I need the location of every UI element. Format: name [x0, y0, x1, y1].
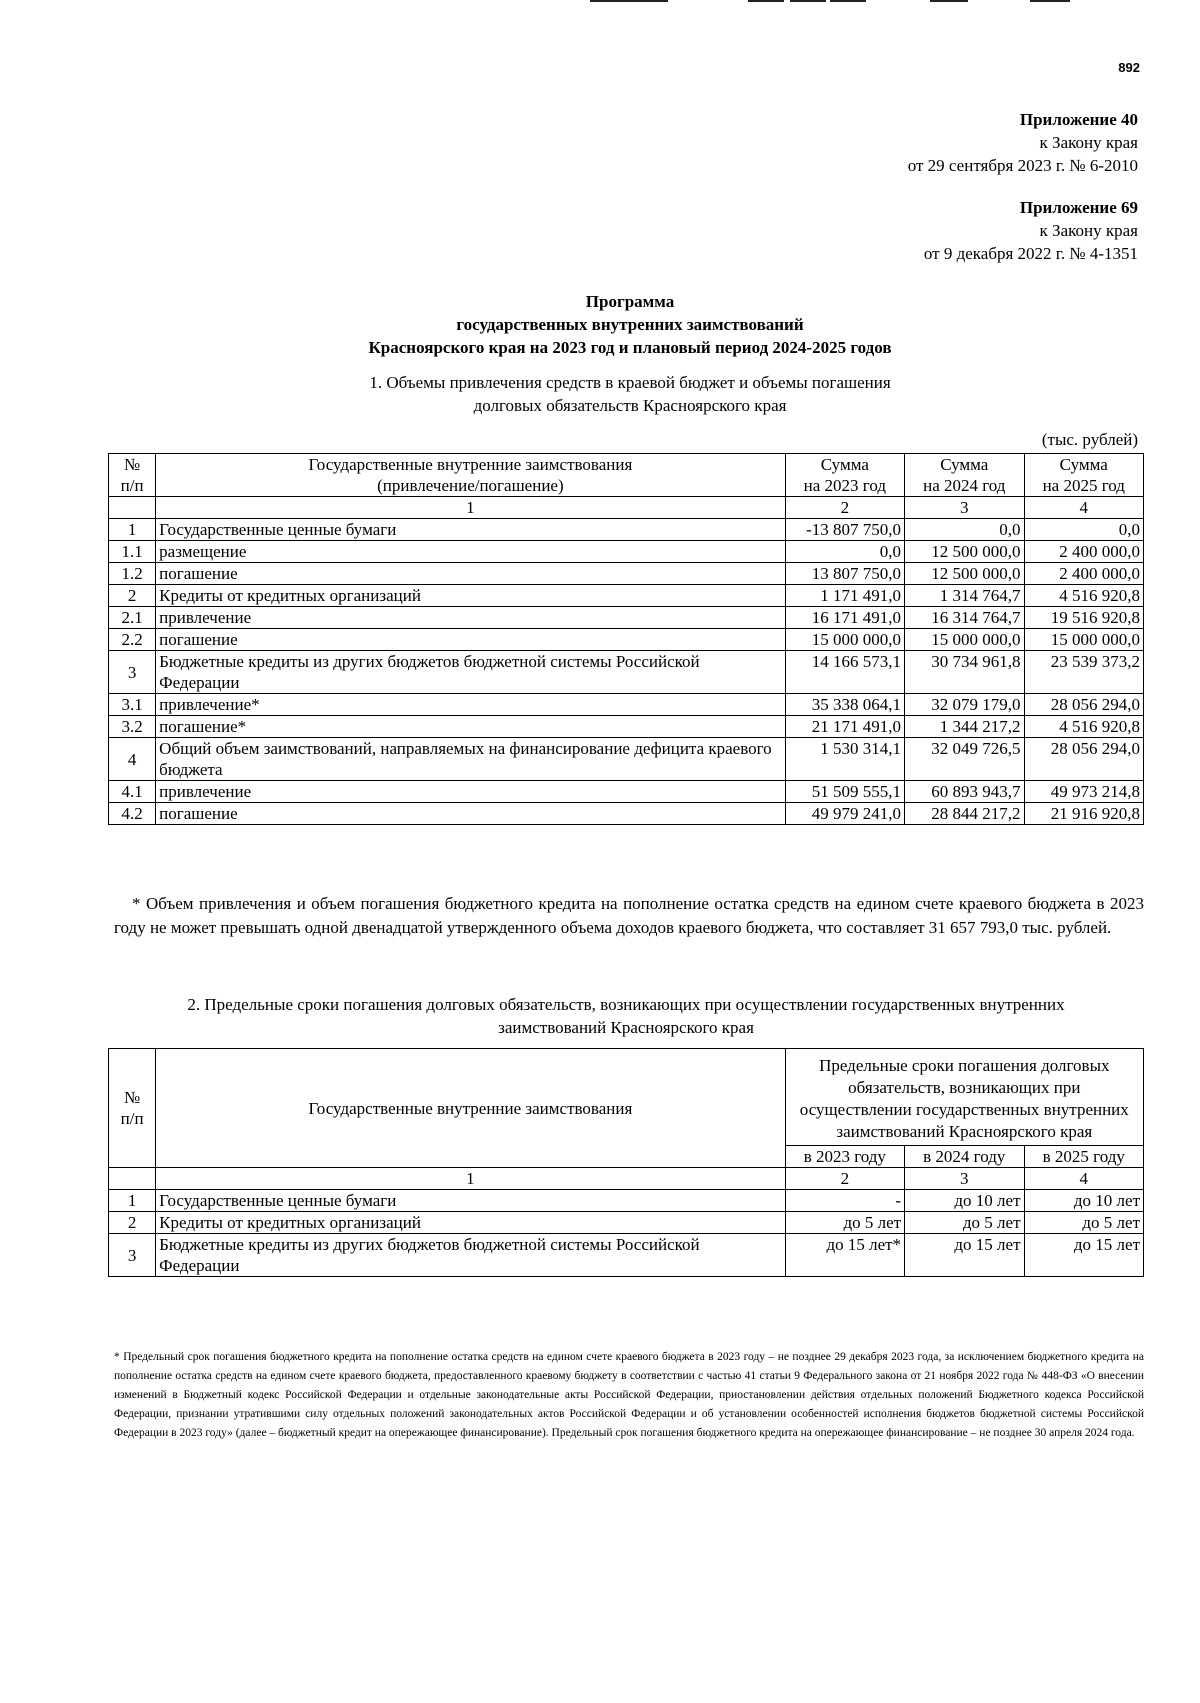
header-2024: в 2024 году: [905, 1146, 1024, 1168]
index-cell-empty: [109, 1168, 156, 1190]
row-name: погашение*: [156, 716, 785, 738]
table-row: [109, 738, 1144, 781]
row-value-2025: до 10 лет: [1024, 1190, 1144, 1212]
row-value-2023: -13 807 750,0: [785, 519, 904, 541]
appendix-block-2: [924, 196, 1138, 265]
section-1-heading-line-2: долговых обязательств Красноярского края: [473, 396, 787, 415]
index-cell: 2: [785, 1168, 904, 1190]
row-value-2023: 13 807 750,0: [785, 563, 904, 585]
appendix-2-line1: к Закону края: [1039, 221, 1138, 240]
header-2025-line1: Сумма: [1059, 455, 1108, 474]
appendix-1-line1: к Закону края: [1039, 133, 1138, 152]
index-cell: 3: [905, 1168, 1024, 1190]
row-name: привлечение: [156, 607, 785, 629]
row-num: 1.2: [109, 563, 156, 585]
repayment-terms-table: [108, 1048, 1144, 1277]
appendix-1-title: Приложение 40: [1019, 110, 1138, 129]
row-value-2024: 1 344 217,2: [905, 716, 1024, 738]
header-2023: в 2023 году: [785, 1146, 904, 1168]
row-value-2023: 21 171 491,0: [785, 716, 904, 738]
row-value-2025: 49 973 214,8: [1024, 781, 1144, 803]
row-name: Бюджетные кредиты из других бюджетов бюджетной системы Российской Федерации: [156, 651, 785, 694]
row-value-2025: 4 516 920,8: [1024, 585, 1144, 607]
row-num: 3.2: [109, 716, 156, 738]
appendix-2-line2: от 9 декабря 2022 г. № 4-1351: [923, 244, 1138, 263]
row-value-2024: 32 079 179,0: [905, 694, 1024, 716]
units-label: (тыс. рублей): [1041, 430, 1138, 449]
row-value-2024: 60 893 943,7: [905, 781, 1024, 803]
row-value-2025: 0,0: [1024, 519, 1144, 541]
row-value-2025: 19 516 920,8: [1024, 607, 1144, 629]
header-2025: в 2025 году: [1024, 1146, 1144, 1168]
document-title: [0, 290, 1200, 359]
row-value-2025: 21 916 920,8: [1024, 803, 1144, 825]
row-value-2024: 12 500 000,0: [905, 563, 1024, 585]
row-value-2025: до 15 лет: [1024, 1234, 1144, 1277]
header-num: [109, 1049, 156, 1168]
row-name: Государственные ценные бумаги: [156, 1190, 785, 1212]
row-value-2024: до 10 лет: [905, 1190, 1024, 1212]
row-num: 1: [109, 1190, 156, 1212]
row-num: 2.1: [109, 607, 156, 629]
row-value-2024: 12 500 000,0: [905, 541, 1024, 563]
row-value-2023: 49 979 241,0: [785, 803, 904, 825]
header-2025-line2: на 2025 год: [1042, 476, 1125, 495]
row-value-2023: 15 000 000,0: [785, 629, 904, 651]
row-num: 1.1: [109, 541, 156, 563]
row-num: 4.1: [109, 781, 156, 803]
title-line-2: государственных внутренних заимствований: [456, 315, 804, 334]
index-cell-empty: [109, 497, 156, 519]
row-value-2025: 15 000 000,0: [1024, 629, 1144, 651]
table-row: [109, 1212, 1144, 1234]
index-cell: 2: [785, 497, 904, 519]
header-num-line1: №: [123, 455, 141, 474]
row-value-2025: 2 400 000,0: [1024, 563, 1144, 585]
row-num: 2: [109, 1212, 156, 1234]
row-value-2023: 0,0: [785, 541, 904, 563]
header-group: Предельные сроки погашения долговых обязательств, возникающих при осуществлении государственных внутренних заимствований Красноярского края: [785, 1049, 1143, 1146]
table-row: [109, 781, 1144, 803]
table-row: [109, 585, 1144, 607]
row-num: 3: [109, 651, 156, 694]
row-value-2025: 28 056 294,0: [1024, 738, 1144, 781]
title-line-1: Программа: [585, 292, 675, 311]
page-number: 892: [1118, 60, 1140, 75]
section-2-heading-line-1: 2. Предельные сроки погашения долговых обязательств, возникающих при осуществлении государственных внутренних: [187, 995, 1065, 1014]
header-num-line2: п/п: [120, 476, 144, 495]
row-num: 4.2: [109, 803, 156, 825]
table-row: [109, 1234, 1144, 1277]
header-name: Государственные внутренние заимствования: [156, 1049, 785, 1168]
index-cell: 4: [1024, 497, 1144, 519]
row-name: размещение: [156, 541, 785, 563]
row-value-2025: 2 400 000,0: [1024, 541, 1144, 563]
row-value-2023: 14 166 573,1: [785, 651, 904, 694]
section-2-heading: [108, 993, 1144, 1039]
row-value-2023: до 15 лет*: [785, 1234, 904, 1277]
section-2-footnote: * Предельный срок погашения бюджетного кредита на пополнение остатка средств на едином счете краевого бюджета в 2023 году – не позднее 29 декабря 2023 года, за исключением бюджетного кредита на пополнение остатка средств на едином счете краевого бюджета, предоставленного краевому бюджету в соответствии с частью 41 статьи 9 Федерального закона от 21 ноября 2022 года № 448-ФЗ «О внесении изменений в Бюджетный кодекс Российской Федерации и отдельные законодательные акты Российской Федерации, приостановлении действия отдельных положений Бюджетного кодекса Российской Федерации, признании утратившими силу отдельных положений законодательных актов Российской Федерации и об установлении особенностей исполнения бюджетов бюджетной системы Российской Федерации в 2023 году» (далее – бюджетный кредит на опережающее финансирование). Предельный срок погашения бюджетного кредита на опережающее финансирование – не позднее 30 апреля 2024 года.: [114, 1351, 1144, 1439]
row-num: 2.2: [109, 629, 156, 651]
row-value-2024: 1 314 764,7: [905, 585, 1024, 607]
table-2-header-row: [109, 1049, 1144, 1146]
index-cell: 3: [905, 497, 1024, 519]
appendix-block-1: [908, 108, 1138, 177]
header-2025: [1024, 454, 1144, 497]
row-num: 2: [109, 585, 156, 607]
row-name: Общий объем заимствований, направляемых на финансирование дефицита краевого бюджета: [156, 738, 785, 781]
row-value-2024: 32 049 726,5: [905, 738, 1024, 781]
scan-top-marks: [590, 0, 1150, 3]
index-cell: 1: [156, 497, 785, 519]
table-2-index-row: [109, 1168, 1144, 1190]
row-value-2024: 30 734 961,8: [905, 651, 1024, 694]
header-name-line2: (привлечение/погашение): [377, 476, 564, 495]
table-row: [109, 519, 1144, 541]
table-row: [109, 629, 1144, 651]
header-num-line2: п/п: [120, 1109, 144, 1128]
row-value-2024: до 15 лет: [905, 1234, 1024, 1277]
header-2023-line1: Сумма: [820, 455, 869, 474]
row-value-2024: 15 000 000,0: [905, 629, 1024, 651]
header-2024: [905, 454, 1024, 497]
header-name: [156, 454, 785, 497]
table-row: [109, 694, 1144, 716]
row-value-2024: 28 844 217,2: [905, 803, 1024, 825]
borrowing-volumes-table: [108, 453, 1144, 825]
row-value-2023: 16 171 491,0: [785, 607, 904, 629]
row-value-2024: 16 314 764,7: [905, 607, 1024, 629]
row-num: 3.1: [109, 694, 156, 716]
row-value-2025: до 5 лет: [1024, 1212, 1144, 1234]
row-value-2023: до 5 лет: [785, 1212, 904, 1234]
row-value-2023: 35 338 064,1: [785, 694, 904, 716]
row-num: 4: [109, 738, 156, 781]
table-1-header-row: [109, 454, 1144, 497]
row-name: Кредиты от кредитных организаций: [156, 585, 785, 607]
table-row: [109, 607, 1144, 629]
header-2024-line1: Сумма: [940, 455, 989, 474]
table-1-index-row: [109, 497, 1144, 519]
row-value-2025: 23 539 373,2: [1024, 651, 1144, 694]
row-name: Кредиты от кредитных организаций: [156, 1212, 785, 1234]
row-name: погашение: [156, 563, 785, 585]
table-row: [109, 541, 1144, 563]
index-cell: 1: [156, 1168, 785, 1190]
row-name: Бюджетные кредиты из других бюджетов бюджетной системы Российской Федерации: [156, 1234, 785, 1277]
table-row: [109, 563, 1144, 585]
row-name: привлечение: [156, 781, 785, 803]
header-num: [109, 454, 156, 497]
header-num-line1: №: [123, 1088, 141, 1107]
index-cell: 4: [1024, 1168, 1144, 1190]
header-2023: [785, 454, 904, 497]
row-name: привлечение*: [156, 694, 785, 716]
section-1-heading-line-1: 1. Объемы привлечения средств в краевой бюджет и объемы погашения: [369, 373, 891, 392]
row-num: 1: [109, 519, 156, 541]
row-value-2023: 1 171 491,0: [785, 585, 904, 607]
header-name-line1: Государственные внутренние заимствования: [308, 455, 633, 474]
header-2024-line2: на 2024 год: [923, 476, 1006, 495]
row-value-2025: 4 516 920,8: [1024, 716, 1144, 738]
appendix-2-title: Приложение 69: [1019, 198, 1138, 217]
row-value-2023: 1 530 314,1: [785, 738, 904, 781]
row-value-2025: 28 056 294,0: [1024, 694, 1144, 716]
table-row: [109, 803, 1144, 825]
title-line-3: Красноярского края на 2023 год и плановый период 2024-2025 годов: [368, 338, 892, 357]
row-name: погашение: [156, 629, 785, 651]
row-value-2024: до 5 лет: [905, 1212, 1024, 1234]
row-num: 3: [109, 1234, 156, 1277]
header-2023-line2: на 2023 год: [803, 476, 886, 495]
section-1-heading: [0, 371, 1200, 417]
row-name: Государственные ценные бумаги: [156, 519, 785, 541]
table-row: [109, 651, 1144, 694]
appendix-1-line2: от 29 сентября 2023 г. № 6-2010: [907, 156, 1138, 175]
table-row: [109, 1190, 1144, 1212]
row-value-2024: 0,0: [905, 519, 1024, 541]
row-value-2023: 51 509 555,1: [785, 781, 904, 803]
section-1-footnote: * Объем привлечения и объем погашения бюджетного кредита на пополнение остатка средств на едином счете краевого бюджета в 2023 году не может превышать одной двенадцатой утвержденного объема доходов краевого бюджета, что составляет 31 657 793,0 тыс. рублей.: [114, 894, 1144, 937]
row-name: погашение: [156, 803, 785, 825]
section-2-heading-line-2: заимствований Красноярского края: [498, 1018, 754, 1037]
row-value-2023: -: [785, 1190, 904, 1212]
table-row: [109, 716, 1144, 738]
